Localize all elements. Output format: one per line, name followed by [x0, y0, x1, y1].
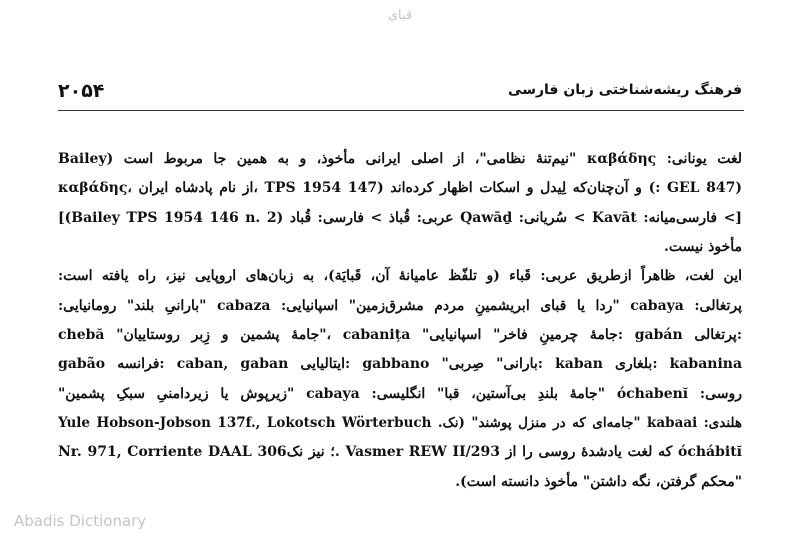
- entry-line: مأخوذ نیست.: [664, 239, 742, 256]
- entry-line: روسی: óchabenĭ "جامهٔ بلندِ بی‌آستین، قبا" انگلیسی: cabaya "زیرپوش یا زیردامنیِ سبکِ پشمین": [58, 385, 742, 402]
- entry-line: این لغت، ظاهراً ازطریق عربی: قَباء (و تلفّظ عامیانهٔ آن، قَبایَة)، به زبان‌های اروپایی نیز، راه یافته است:: [58, 268, 742, 285]
- entry-line: chebă "جامهٔ پشمین و زِبر روستاییان"، cabanița "جامهٔ چرمینِ فاخر" اسپانیایی: gabán پرتغالی:: [58, 327, 742, 344]
- entry-line: هلندی: kabaai "جامه‌ای که در منزل پوشند" (نک. Yule Hobson-Jobson 137f., Lokotsch Wörterbuch: [58, 415, 742, 432]
- page-header: [58, 80, 742, 104]
- entry-line: پرتغالی: cabaya "ردا یا قبای ابریشمینِ مردم مشرق‌زمین" اسپانیایی: cabaza "بارانیِ بلند" رومانیایی:: [58, 297, 742, 314]
- header-rule: [58, 110, 744, 111]
- watermark: Abadis Dictionary: [14, 512, 147, 530]
- entry-line: Nr. 971, Corriente DAAL 306؛ نیز نک. Vasmer REW II/293 که لغت یادشدهٔ روسی را از óchábitĭ: [58, 444, 742, 461]
- page-number: ۲۰۵۴: [58, 80, 105, 102]
- entry-line: καβάδης، از نام پادشاه ایران، TPS 1954 147) و آن‌چنان‌که لِیدل و اسکات اظهار کرده‌اند (: GEL 847): [58, 180, 742, 197]
- entry-line: [> فارسی‌میانه: Kavāt > سُریانی: Qawāḏ عربی: قُباذ > فارسی: قُباد (Bailey TPS 1954 146 n. 2)]: [58, 209, 742, 226]
- entry-text: [58, 146, 742, 498]
- entry-line: لغت یونانی: καβάδης "نیم‌تنهٔ نظامی"، از اصلی ایرانی مأخوذ، و به همین جا مربوط است (Bailey: [58, 151, 742, 167]
- book-title: فرهنگ ریشه‌شناختی زبان فارسی: [508, 82, 742, 98]
- site-title: قبای: [387, 8, 413, 23]
- entry-line: "محکم گرفتن، نگه داشتن" مأخوذ دانسته است).: [455, 473, 742, 490]
- entry-line: gabão فرانسه: caban, gaban ایتالیایی: gabbano "بارانی" صِربی: kaban بلغاری: kabanina: [58, 356, 742, 373]
